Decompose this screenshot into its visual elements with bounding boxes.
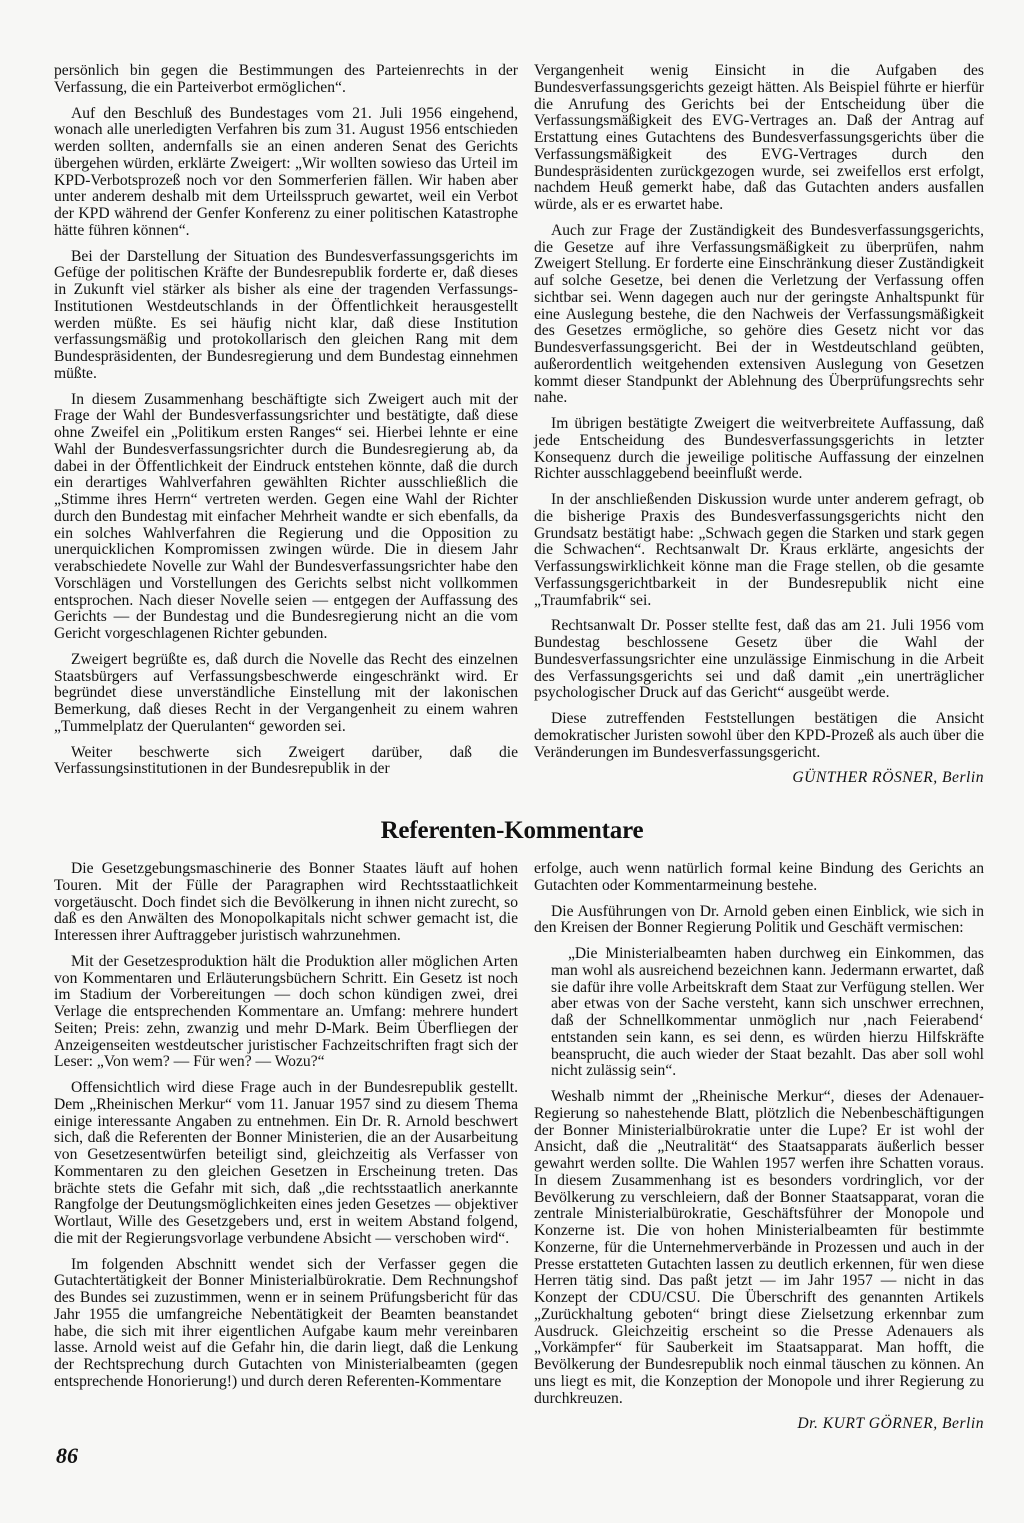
article2-column-left <box>54 861 518 1400</box>
paragraph: In diesem Zusammenhang beschäftigte sich Zweigert auch mit der Frage der Wahl der Bundesverfassungsrichter und bestätigte, daß diese ohne Zweifel ein „Politikum ersten Ranges“ sei. Hierbei lehnte er eine Wahl der Bundesverfassungsrichter durch die Bundesregierung ab, da dabei in der Öffentlichkeit der Eindruck entstehen könnte, daß die durch ein derartiges Wahlverfahren gewählten Richter ausschließlich die „Stimme ihres Herrn“ vertreten werden. Gegen eine Wahl der Richter durch den Bundestag mit einfacher Mehrheit wandte er sich ebenfalls, da ein solches Wahlverfahren die Regierung und die Opposition zu unerquicklichen Kompromissen zwingen würde. Die in diesem Jahr verabschiedete Novelle zur Wahl der Bundesverfassungsrichter habe den Vorschlägen und Vorstellungen des Gerichts selbst nicht vollkommen entsprochen. Nach dieser Novelle seien — entgegen der Auffassung des Gerichts — der Bundestag und die Bundesregierung nicht an die vom Gericht vorgeschlagenen Richter gebunden. <box>54 390 518 642</box>
paragraph: Weiter beschwerte sich Zweigert darüber, daß die Verfassungsinstitutionen in der Bundesrepublik in der <box>54 743 518 778</box>
paragraph: Weshalb nimmt der „Rheinische Merkur“, dieses der Adenauer-Regierung so nahestehende Blatt, plötzlich die Nebenbeschäftigungen der Bonner Ministerialbürokratie unter die Lupe? Er ist wohl der Ansicht, daß die „Neutralität“ des Staatsapparats äußerlich besser gewahrt werden sollte. Die Wahlen 1957 werfen ihre Schatten voraus. In diesem Zusammenhang ist es besonders vordringlich, vor der Bevölkerung zu verschleiern, daß der Bonner Staatsapparat, voran die zentrale Ministerialbürokratie, Geschäftsführer der Monopole und Konzerne ist. Die von hohen Ministerialbeamten für bestimmte Konzerne, für die Unternehmerverbände in Prozessen und auch in der Presse erstatteten Gutachten lassen zu deutlich erkennen, für wen diese Herren tätig sind. Das paßt jetzt — im Jahr 1957 — nicht in das Konzept der CDU/CSU. Die Überschrift des genannten Artikels „Zurückhaltung geboten“ bringt diese Zielsetzung erkennbar zum Ausdruck. Gleichzeitig erscheint so die Presse Adenauers als „Vorkämpfer“ für Sauberkeit im Staatsapparat. Man hofft, die Bevölkerung der Bundesrepublik noch einmal täuschen zu können. An uns liegt es mit, die Konzeption der Monopole und ihrer Regierung zu durchkreuzen. <box>534 1088 984 1407</box>
paragraph: Zweigert begrüßte es, daß durch die Novelle das Recht des einzelnen Staatsbürgers auf Verfassungsbeschwerde eingeschränkt wird. Er begründet diese unverständliche Einstellung mit der lakonischen Bemerkung, daß dieses Recht in der Vergangenheit zu einem wahren „Tummelplatz der Querulanten“ geworden sei. <box>54 650 518 735</box>
author-signature: GÜNTHER RÖSNER, Berlin <box>792 769 984 787</box>
page-number: 86 <box>56 1443 78 1468</box>
paragraph: Im folgenden Abschnitt wendet sich der Verfasser gegen die Gutachtertätigkeit der Bonner Ministerialbürokratie. Dem Rechnungshof des Bundes sei zuzustimmen, wenn er in seinem Prüfungsbericht für das Jahr 1955 die umfangreiche Nebentätigkeit der Beamten beanstandet habe, die sich mit ihrer eigentlichen Aufgabe kaum mehr vereinbaren lasse. Arnold weist auf die Gefahr hin, die darin liegt, daß die Lenkung der Rechtsprechung durch Gutachten von Ministerialbeamten (gegen entsprechende Honorierung!) und durch deren Referenten-Kommentare <box>54 1255 518 1390</box>
paragraph: Die Ausführungen von Dr. Arnold geben einen Einblick, wie sich in den Kreisen der Bonner Regierung Politik und Geschäft vermischen: <box>534 902 984 937</box>
author-signature: Dr. KURT GÖRNER, Berlin <box>797 1415 984 1433</box>
paragraph: Auch zur Frage der Zuständigkeit des Bundesverfassungsgerichts, die Gesetze auf ihre Verfassungsmäßigkeit zu überprüfen, nahm Zweigert Stellung. Er forderte eine Einschränkung dieser Zuständigkeit auf solche Gesetze, bei denen die Verletzung der Verfassung offen sichtbar sei. Wenn dagegen auch nur der geringste Anhaltspunkt für eine Auslegung bestehe, die den Nachweis der Verfassungsmäßigkeit des Gesetzes ermögliche, so gehöre dies Gesetz nicht vor das Bundesverfassungsgericht. Bei der in Westdeutschland geübten, außerordentlich weitgehenden extensiven Auslegung von Gesetzen kommt dieser Standpunkt der Ablehnung des Überprüfungsrechts sehr nahe. <box>534 221 984 407</box>
paragraph: erfolge, auch wenn natürlich formal keine Bindung des Gerichts an Gutachten oder Kommentarmeinung bestehe. <box>534 860 984 894</box>
article2-column-right <box>534 861 984 1433</box>
paragraph: Vergangenheit wenig Einsicht in die Aufgaben des Bundesverfassungsgerichts gezeigt hätten. Als Beispiel führte er hierfür die Anrufung des Gerichts bei der Entscheidung über die Verfassungsmäßigkeit des EVG-Vertrages an. Daß der Antrag auf Erstattung eines Gutachtens des Bundesverfassungsgerichts über die Verfassungsmäßigkeit des EVG-Vertrages durch den Bundespräsidenten zurückgezogen wurde, sei zweifellos erst erfolgt, nachdem Heuß gemerkt habe, daß das Gutachten anders ausfallen würde, als er es erwartet habe. <box>534 62 984 213</box>
paragraph: Rechtsanwalt Dr. Posser stellte fest, daß das am 21. Juli 1956 vom Bundestag beschlossene Gesetz über die Wahl der Bundesverfassungsrichter eine unzulässige Einmischung in die Arbeit des Verfassungsgerichts sei und daß damit „ein unerträglicher psychologischer Druck auf das Gericht“ ausgeübt werde. <box>534 617 984 702</box>
paragraph: persönlich bin gegen die Bestimmungen des Parteienrechts in der Verfassung, die ein Parteiverbot ermöglichen“. <box>54 62 518 96</box>
article1-column-right <box>534 63 984 787</box>
paragraph: Mit der Gesetzesproduktion hält die Produktion aller möglichen Arten von Kommentaren und Erläuterungsbüchern Schritt. Ein Gesetz ist noch im Stadium der Vorbereitungen — doch schon kündigen zwei, drei Verlage die entsprechenden Kommentare an. Umfang: mehrere hundert Seiten; Preis: zehn, zwanzig und mehr D-Mark. Beim Überfliegen der Anzeigenseiten westdeutscher juristischer Fachzeitschriften fragt sich der Leser: „Von wem? — Für wen? — Wozu?“ <box>54 952 518 1071</box>
paragraph: Bei der Darstellung der Situation des Bundesverfassungsgerichts im Gefüge der politischen Kräfte der Bundesrepublik forderte er, daß dieses in Zukunft viel stärker als bisher als eine der tragenden Verfassungs-Institutionen Westdeutschlands in der Öffentlichkeit herausgestellt werden müßte. Es sei häufig nicht klar, daß diese Institution verfassungsmäßig und protokollarisch den gleichen Rang mit dem Bundespräsidenten, der Bundesregierung und dem Bundestag einnehmen müßte. <box>54 247 518 382</box>
article-headline: Referenten-Kommentare <box>380 817 644 844</box>
paragraph: Im übrigen bestätigte Zweigert die weitverbreitete Auffassung, daß jede Entscheidung des Bundesverfassungsgerichts in letzter Konsequenz durch die jeweilige politische Auffassung der einzelnen Richter ausschlaggebend beeinflußt werde. <box>534 415 984 483</box>
paragraph: Die Gesetzgebungsmaschinerie des Bonner Staates läuft auf hohen Touren. Mit der Fülle der Paragraphen wird Rechtsstaatlichkeit vorgetäuscht. Doch findet sich die Bevölkerung in ihnen nicht zurecht, so daß es den Anwälten des Monopolkapitals nicht schwer gemacht ist, die Interessen ihrer Auftraggeber juristisch wahrzunehmen. <box>54 860 518 944</box>
article1-column-left <box>54 63 518 787</box>
paragraph: Auf den Beschluß des Bundestages vom 21. Juli 1956 eingehend, wonach alle unerledigten Verfahren bis zum 31. August 1956 entschieden werden sollten, andernfalls sie an einen anderen Senat des Gerichts übergehen würden, erklärte Zweigert: „Wir wollten sowieso das Urteil im KPD-Verbotsprozeß noch vor den Sommerferien fällen. Wir haben aber unter anderem deshalb mit dem Urteilsspruch gewartet, weil ein Verbot der KPD während der Genfer Konferenz zu einer politischen Katastrophe hätte führen können“. <box>54 104 518 239</box>
paragraph: Diese zutreffenden Feststellungen bestätigen die Ansicht demokratischer Juristen sowohl über den KPD-Prozeß als auch über die Veränderungen im Bundesverfassungsgericht. <box>534 710 984 761</box>
paragraph: Offensichtlich wird diese Frage auch in der Bundesrepublik gestellt. Dem „Rheinischen Merkur“ vom 11. Januar 1957 sind zu diesem Thema einige interessante Angaben zu entnehmen. Ein Dr. R. Arnold beschwert sich, daß die Referenten der Bonner Ministerien, die an der Ausarbeitung von Gesetzesentwürfen beteiligt sind, gleichzeitig als Verfasser von Kommentaren zu den gleichen Gesetzen in Erscheinung treten. Das brächte stets die Gefahr mit sich, daß „die rechtsstaatlich anerkannte Rangfolge der Deutungsmöglichkeiten eines jeden Gesetzes — objektiver Wortlaut, Wille des Gesetzgebers und, erst in weitem Abstand folgend, die mit der Regierungsvorlage verbundene Absicht — verschoben wird“. <box>54 1079 518 1247</box>
block-quote: „Die Ministerialbeamten haben durchweg ein Einkommen, das man wohl als ausreichend bezeichnen kann. Jedermann erwartet, daß sie dafür ihre volle Arbeitskraft dem Staat zur Verfügung stellen. Wer aber etwas von der Sache versteht, kann sich unschwer errechnen, daß der Schnellkommentar unmöglich nur ‚nach Feierabend‘ entstanden sein kann, es sei denn, es würden hierzu Hilfskräfte beansprucht, die auch wieder der Staat bezahlt. Das aber soll wohl nicht zulässig sein“. <box>551 945 984 1080</box>
paragraph: In der anschließenden Diskussion wurde unter anderem gefragt, ob die bisherige Praxis des Bundesverfassungsgerichts nicht den Grundsatz bestätigt habe: „Schwach gegen die Starken und stark gegen die Schwachen“. Rechtsanwalt Dr. Kraus erklärte, angesichts der Verfassungswirklichkeit könne man die Frage stellen, ob die gesamte Verfassungsgerichtbarkeit in der Bundesrepublik nicht eine „Traumfabrik“ sei. <box>534 491 984 609</box>
